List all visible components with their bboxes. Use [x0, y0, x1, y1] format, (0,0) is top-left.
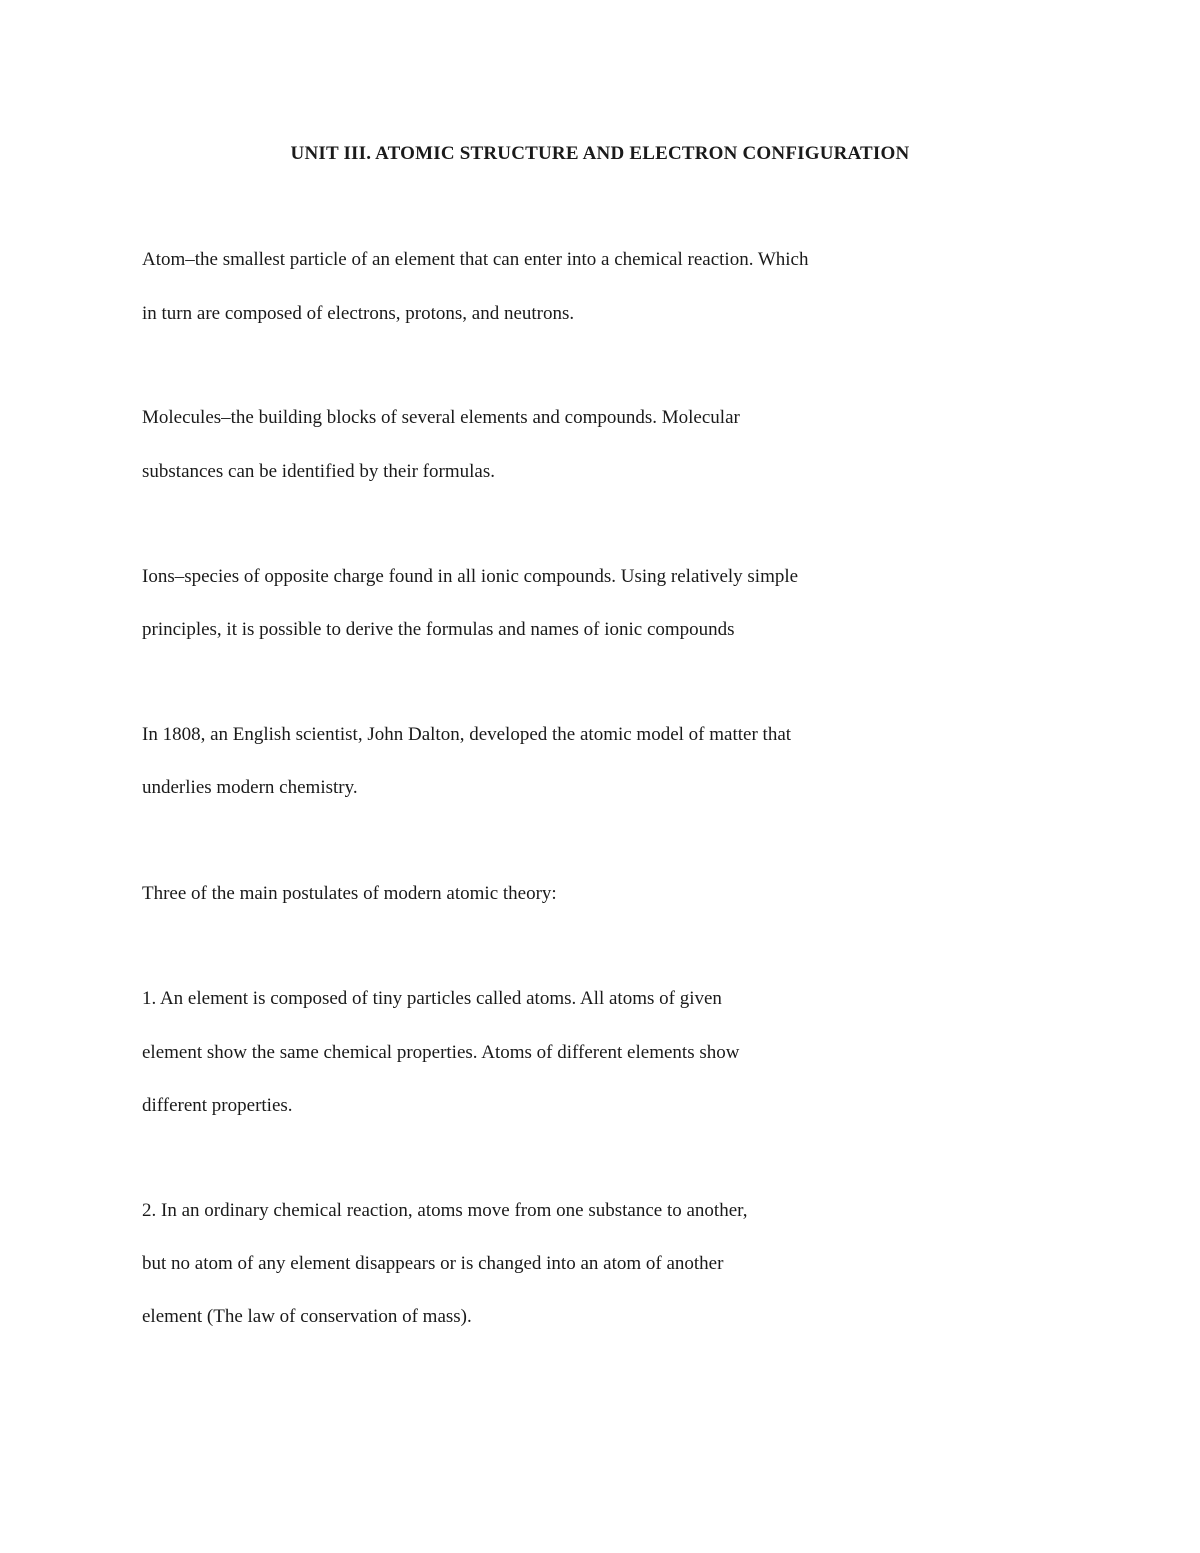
paragraph-atom-line-2: in turn are composed of electrons, protons, and neutrons.	[142, 303, 575, 324]
paragraph-dalton-line-2: underlies modern chemistry.	[142, 777, 358, 798]
list-item-1-line-2: element show the same chemical properties. Atoms of different elements show	[142, 1042, 740, 1063]
paragraph-ions-line-1: Ions–species of opposite charge found in all ionic compounds. Using relatively simple	[142, 566, 799, 587]
paragraph-atom-line-1: Atom–the smallest particle of an element that can enter into a chemical reaction. Which	[142, 249, 809, 270]
list-item-2-line-3: element (The law of conservation of mass).	[142, 1306, 472, 1327]
paragraph-molecules-line-2: substances can be identified by their formulas.	[142, 461, 495, 482]
paragraph-dalton-line-1: In 1808, an English scientist, John Dalton, developed the atomic model of matter that	[142, 724, 792, 745]
list-item-2-line-1: 2. In an ordinary chemical reaction, atoms move from one substance to another,	[142, 1200, 748, 1221]
list-item-2-line-2: but no atom of any element disappears or is changed into an atom of another	[142, 1253, 724, 1274]
list-item-1-line-3: different properties.	[142, 1095, 293, 1116]
paragraph-molecules-line-1: Molecules–the building blocks of several elements and compounds. Molecular	[142, 407, 740, 428]
paragraph-postulates-intro: Three of the main postulates of modern atomic theory:	[142, 883, 557, 904]
page-title: UNIT III. ATOMIC STRUCTURE AND ELECTRON CONFIGURATION	[290, 143, 910, 164]
paragraph-ions-line-2: principles, it is possible to derive the formulas and names of ionic compounds	[142, 619, 735, 640]
list-item-1-line-1: 1. An element is composed of tiny particles called atoms. All atoms of given	[142, 988, 722, 1009]
